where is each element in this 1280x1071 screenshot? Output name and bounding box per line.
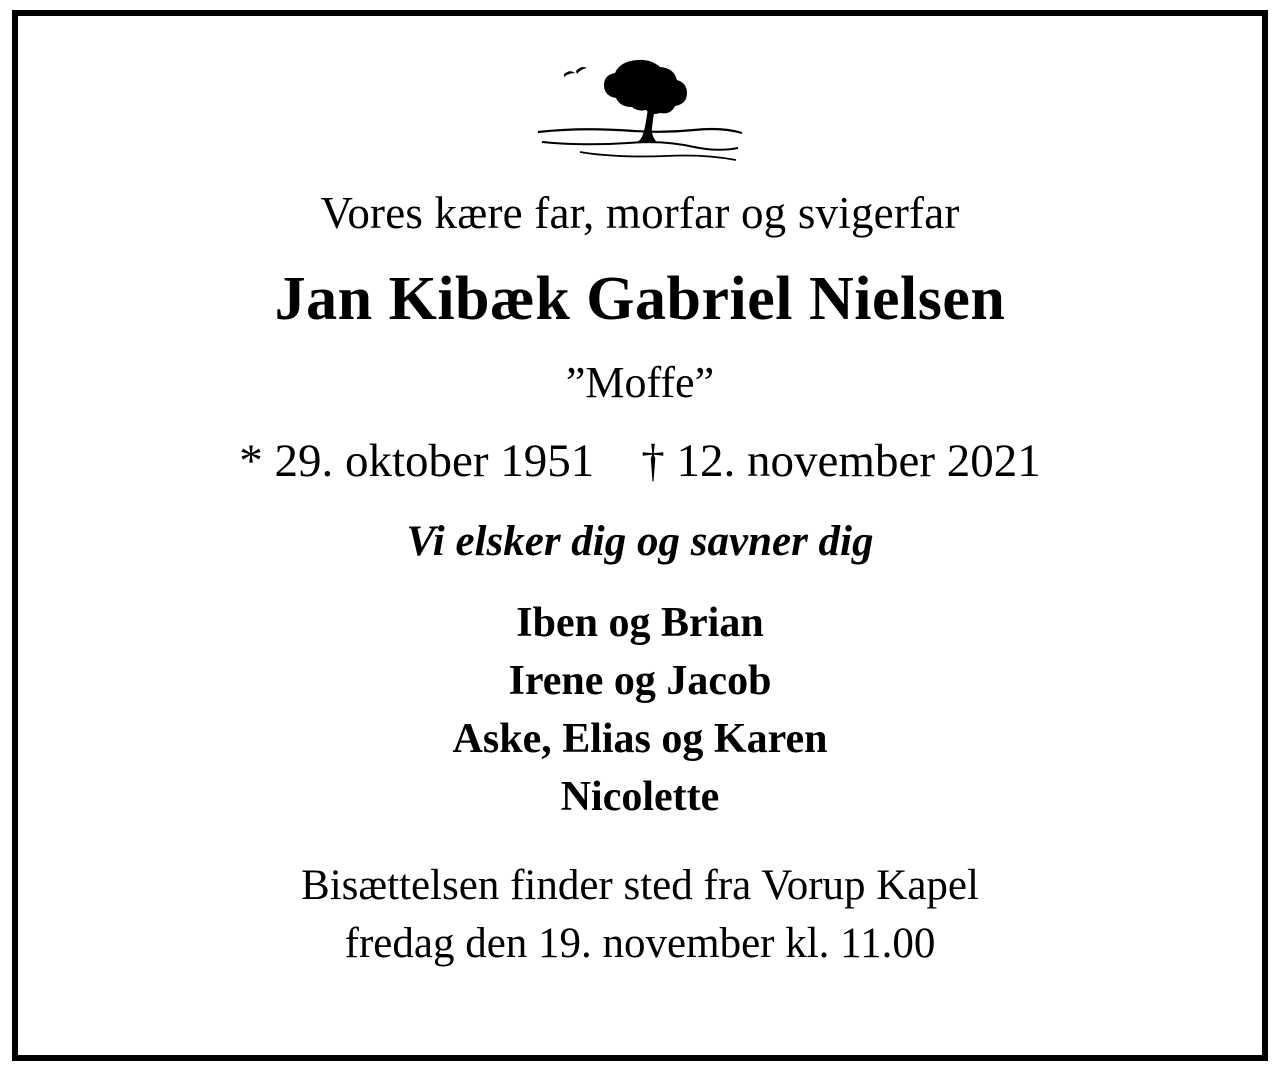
survivor-line: Aske, Elias og Karen	[452, 716, 828, 763]
deceased-name: Jan Kibæk Gabriel Nielsen	[274, 264, 1006, 333]
survivor-line: Iben og Brian	[516, 600, 764, 647]
ceremony-line: Bisættelsen finder sted fra Vorup Kapel	[301, 862, 979, 910]
birth-death-dates: * 29. oktober 1951 † 12. november 2021	[239, 435, 1041, 488]
survivors-list	[453, 595, 828, 827]
survivor-line: Irene og Jacob	[508, 658, 772, 705]
survivor-line: Nicolette	[560, 774, 720, 821]
tree-with-birds-icon	[520, 52, 760, 167]
relation-text: Vores kære far, morfar og svigerfar	[320, 188, 960, 238]
ceremony-line: fredag den 19. november kl. 11.00	[344, 919, 936, 967]
epitaph: Vi elsker dig og savner dig	[406, 517, 874, 565]
obituary-notice	[12, 10, 1268, 1061]
ceremony-details	[301, 857, 979, 972]
nickname: ”Moffe”	[565, 357, 715, 407]
